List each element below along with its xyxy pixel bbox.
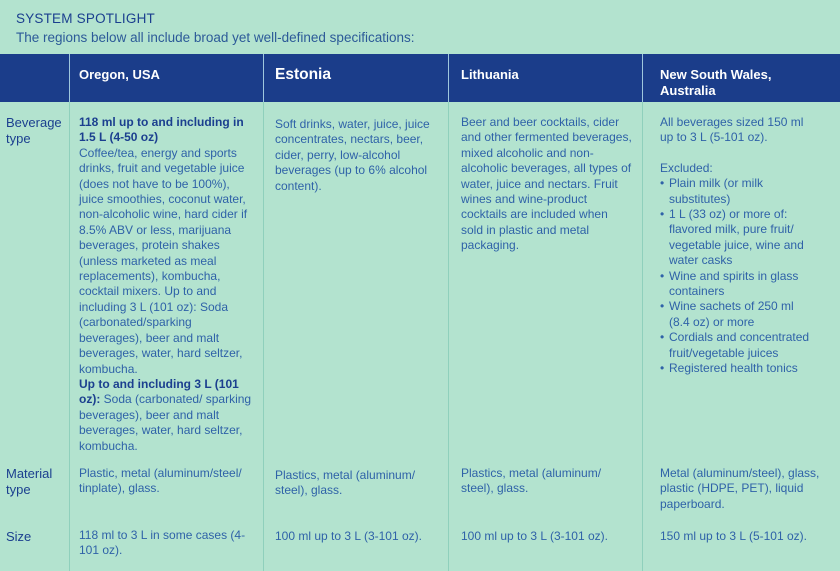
nsw-excluded-list bbox=[660, 176, 816, 376]
table-header bbox=[0, 54, 840, 102]
column-header-estonia: Estonia bbox=[275, 66, 331, 83]
column-divider bbox=[69, 102, 70, 571]
list-item: • Cordials and concentrated fruit/vegetable juices bbox=[660, 330, 816, 361]
column-header-lithuania: Lithuania bbox=[461, 67, 519, 82]
column-divider bbox=[642, 102, 643, 571]
list-item: • 1 L (33 oz) or more of: flavored milk, pure fruit/ vegetable juice, wine and water casks bbox=[660, 207, 816, 269]
oregon-beverage-text: Coffee/tea, energy and sports drinks, fruit and vegetable juice (does not have to be 100%), juice smoothies, coconut water, non-alcoholic wine, hard cider if 8.5% ABV or less, marijuana beverages, protein shakes (unless marketed as meal replacements), kombucha, cocktail mixers. Up to and including 3 L (101 oz): Soda (carbonated/sparking beverages), beer and malt beverages, water, hard seltzer, kombucha. bbox=[79, 145, 248, 376]
column-divider bbox=[448, 102, 449, 571]
list-item: • Registered health tonics bbox=[660, 361, 816, 376]
oregon-beverage-lead-2: Up to and including 3 L (101 oz): bbox=[79, 376, 239, 407]
row-label-material-type: Material type bbox=[6, 466, 53, 497]
cell-nsw-beverage bbox=[660, 115, 816, 377]
cell-lithuania-material: Plastics, metal (aluminum/ steel), glass. bbox=[461, 466, 602, 496]
cell-nsw-material: Metal (aluminum/steel), glass, plastic (HDPE, PET), liquid paperboard. bbox=[660, 466, 820, 511]
row-label-size: Size bbox=[6, 529, 32, 544]
nsw-beverage-intro: All beverages sized 150 ml up to 3 L (5-101 oz). bbox=[660, 115, 804, 145]
cell-lithuania-size: 100 ml up to 3 L (3-101 oz). bbox=[461, 529, 608, 543]
cell-estonia-beverage: Soft drinks, water, juice, juice concentrates, nectars, beer, cider, perry, low-alcohol beverages (up to 6% alcohol content). bbox=[275, 117, 430, 193]
oregon-beverage-text-2: Soda (carbonated/ sparking beverages), beer and malt beverages, water, hard seltzer, kombucha. bbox=[79, 392, 252, 453]
oregon-beverage-lead: 118 ml up to and including in 1.5 L (4-50 oz) bbox=[79, 115, 244, 145]
page-subtitle: The regions below all include broad yet well-defined specifications: bbox=[16, 30, 415, 45]
cell-lithuania-beverage: Beer and beer cocktails, cider and other fermented beverages, mixed alcoholic and non-alcoholic beverages, all types of water, juice and nectars. Fruit wines and wine-product cocktails are included when sold in plastic and metal packaging. bbox=[461, 115, 632, 253]
header-divider bbox=[448, 54, 449, 102]
header-divider bbox=[642, 54, 643, 102]
nsw-excluded-label: Excluded: bbox=[660, 160, 713, 175]
page-title: SYSTEM SPOTLIGHT bbox=[16, 11, 155, 26]
cell-estonia-size: 100 ml up to 3 L (3-101 oz). bbox=[275, 529, 422, 543]
list-item: • Wine sachets of 250 ml (8.4 oz) or more bbox=[660, 299, 816, 330]
cell-oregon-size: 118 ml to 3 L in some cases (4-101 oz). bbox=[79, 528, 246, 558]
column-divider bbox=[263, 102, 264, 571]
list-item: • Wine and spirits in glass containers bbox=[660, 269, 816, 300]
row-label-beverage-type: Beverage type bbox=[6, 115, 62, 146]
column-header-oregon: Oregon, USA bbox=[79, 67, 160, 82]
header-divider bbox=[263, 54, 264, 102]
cell-oregon-beverage bbox=[79, 115, 257, 454]
list-item: • Plain milk (or milk substitutes) bbox=[660, 176, 816, 207]
header-divider bbox=[69, 54, 70, 102]
cell-oregon-material: Plastic, metal (aluminum/steel/ tinplate), glass. bbox=[79, 466, 242, 496]
cell-nsw-size: 150 ml up to 3 L (5-101 oz). bbox=[660, 529, 807, 543]
cell-estonia-material: Plastics, metal (aluminum/ steel), glass. bbox=[275, 468, 416, 498]
column-header-nsw: New South Wales, Australia bbox=[660, 67, 772, 98]
